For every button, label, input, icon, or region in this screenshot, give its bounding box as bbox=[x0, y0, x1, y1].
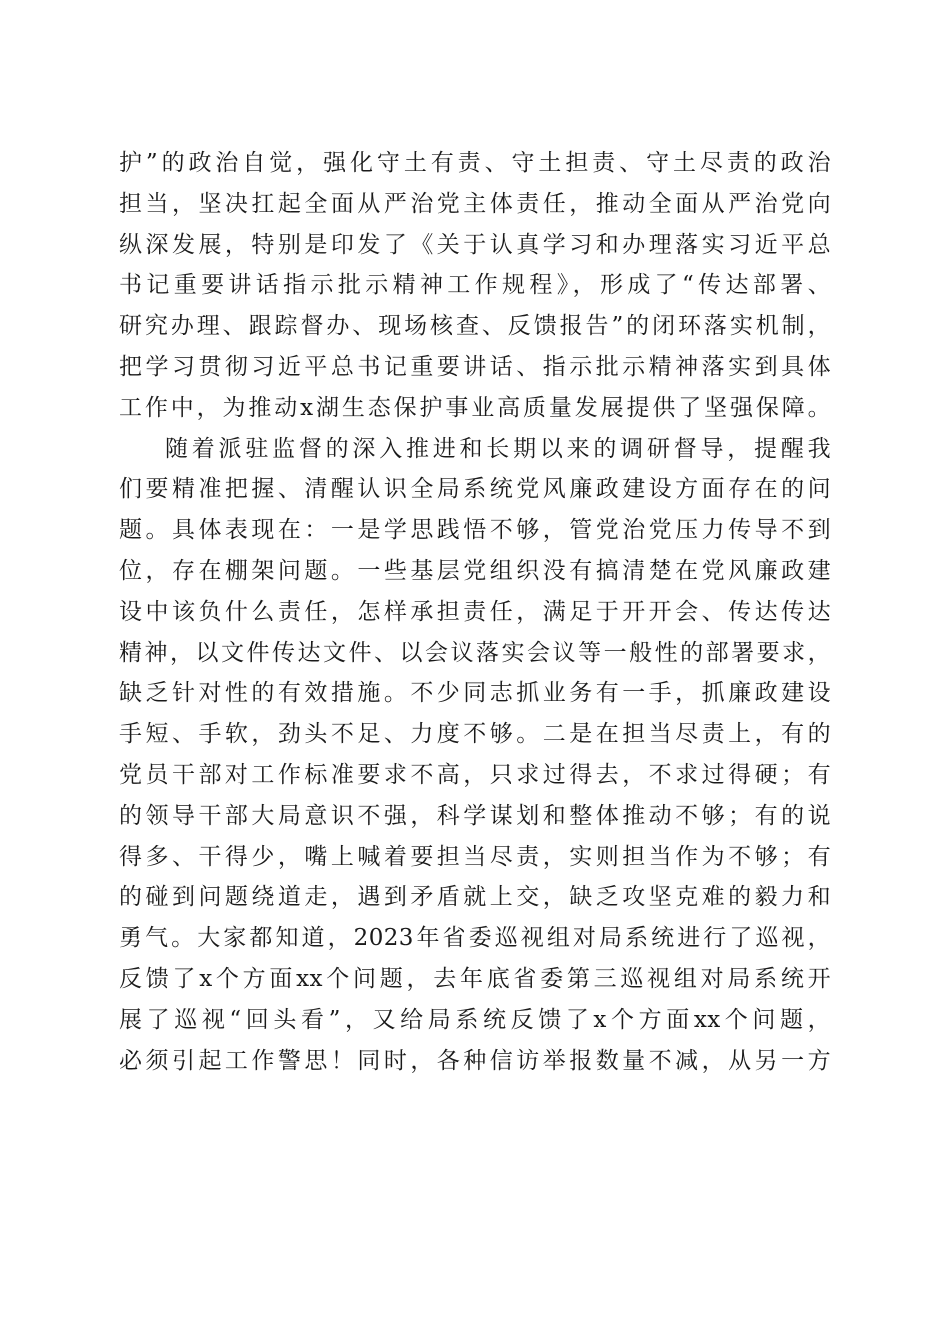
text-line: 缺乏针对性的有效措施。不少同志抓业务有一手，抓廉政建设 bbox=[119, 680, 831, 707]
paragraph-1 bbox=[119, 143, 831, 429]
text-line: 手短、手软，劲头不足、力度不够。二是在担当尽责上，有的 bbox=[119, 721, 831, 748]
text-line: 研究办理、跟踪督办、现场核查、反馈报告”的闭环落实机制， bbox=[119, 313, 831, 340]
text-line: 随着派驻监督的深入推进和长期以来的调研督导，提醒我 bbox=[165, 435, 831, 462]
text-line: 工作中，为推动x湖生态保护事业高质量发展提供了坚强保障。 bbox=[119, 394, 831, 421]
text-line: 勇气。大家都知道，2023年省委巡视组对局系统进行了巡视， bbox=[119, 925, 831, 952]
text-line: 展了巡视“回头看”，又给局系统反馈了x个方面xx个问题， bbox=[119, 1006, 831, 1033]
text-line: 设中该负什么责任，怎样承担责任，满足于开开会、传达传达 bbox=[119, 598, 831, 625]
body-text bbox=[119, 143, 831, 1122]
text-line: 把学习贯彻习近平总书记重要讲话、指示批示精神落实到具体 bbox=[119, 353, 831, 380]
text-line: 位，存在棚架问题。一些基层党组织没有搞清楚在党风廉政建 bbox=[119, 557, 831, 584]
paragraph-2 bbox=[119, 429, 831, 1123]
text-line: 们要精准把握、清醒认识全局系统党风廉政建设方面存在的问 bbox=[119, 476, 831, 503]
text-line: 题。具体表现在：一是学思践悟不够，管党治党压力传导不到 bbox=[119, 517, 831, 544]
text-line bbox=[119, 1081, 831, 1122]
text-line: 必须引起工作警思！同时，各种信访举报数量不减，从另一方 bbox=[119, 1047, 831, 1074]
text-line: 纵深发展，特别是印发了《关于认真学习和办理落实习近平总 bbox=[119, 231, 831, 258]
text-line: 的领导干部大局意识不强，科学谋划和整体推动不够；有的说 bbox=[119, 802, 831, 829]
text-line: 精神，以文件传达文件、以会议落实会议等一般性的部署要求， bbox=[119, 639, 831, 666]
text-line: 担当，坚决扛起全面从严治党主体责任，推动全面从严治党向 bbox=[119, 190, 831, 217]
text-line: 护”的政治自觉，强化守土有责、守土担责、守土尽责的政治 bbox=[119, 150, 831, 176]
text-line: 得多、干得少，嘴上喊着要担当尽责，实则担当作为不够；有 bbox=[119, 843, 831, 870]
text-line: 反馈了x个方面xx个问题，去年底省委第三巡视组对局系统开 bbox=[119, 965, 831, 992]
text-line: 书记重要讲话指示批示精神工作规程》，形成了“传达部署、 bbox=[119, 272, 831, 299]
text-line: 的碰到问题绕道走，遇到矛盾就上交，缺乏攻坚克难的毅力和 bbox=[119, 884, 831, 911]
text-line: 党员干部对工作标准要求不高，只求过得去，不求过得硬；有 bbox=[119, 761, 831, 788]
